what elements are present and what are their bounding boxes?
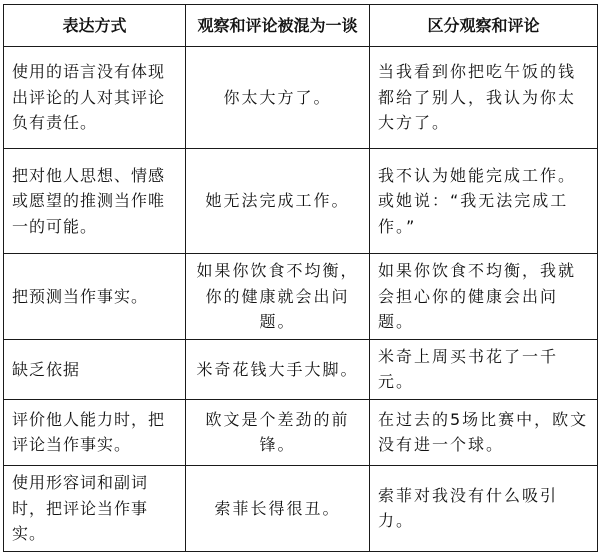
- table-row: [4, 149, 598, 254]
- table-row: [4, 254, 598, 340]
- header-row: [4, 5, 598, 47]
- expression-cell: 把预测当作事实。: [4, 254, 186, 340]
- expression-cell: 评价他人能力时，把评论当作事实。: [4, 399, 186, 465]
- header-mixed: 观察和评论被混为一谈: [186, 5, 370, 47]
- mixed-example-cell: 欧文是个差劲的前锋。: [186, 399, 370, 465]
- distinguished-example-cell: 我不认为她能完成工作。或她说：“我无法完成工作。”: [370, 149, 598, 254]
- table-row: [4, 465, 598, 551]
- mixed-example-cell: 她无法完成工作。: [186, 149, 370, 254]
- mixed-example-cell: 米奇花钱大手大脚。: [186, 339, 370, 399]
- expression-cell: 缺乏依据: [4, 339, 186, 399]
- distinguished-example-cell: 如果你饮食不均衡，我就会担心你的健康会出问题。: [370, 254, 598, 340]
- distinguished-example-cell: 米奇上周买书花了一千元。: [370, 339, 598, 399]
- distinguished-example-cell: 索菲对我没有什么吸引力。: [370, 465, 598, 551]
- table-row: [4, 339, 598, 399]
- distinguished-example-cell: 在过去的5场比赛中，欧文没有进一个球。: [370, 399, 598, 465]
- table-row: [4, 399, 598, 465]
- distinguished-example-cell: 当我看到你把吃午饭的钱都给了别人，我认为你太大方了。: [370, 47, 598, 149]
- mixed-example-cell: 你太大方了。: [186, 47, 370, 149]
- expression-cell: 使用的语言没有体现出评论的人对其评论负有责任。: [4, 47, 186, 149]
- observation-vs-evaluation-table: [3, 4, 598, 552]
- header-distinguished: 区分观察和评论: [370, 5, 598, 47]
- table-row: [4, 47, 598, 149]
- expression-cell: 使用形容词和副词时，把评论当作事实。: [4, 465, 186, 551]
- mixed-example-cell: 索菲长得很丑。: [186, 465, 370, 551]
- header-expression-mode: 表达方式: [4, 5, 186, 47]
- expression-cell: 把对他人思想、情感或愿望的推测当作唯一的可能。: [4, 149, 186, 254]
- mixed-example-cell: 如果你饮食不均衡，你的健康就会出问题。: [186, 254, 370, 340]
